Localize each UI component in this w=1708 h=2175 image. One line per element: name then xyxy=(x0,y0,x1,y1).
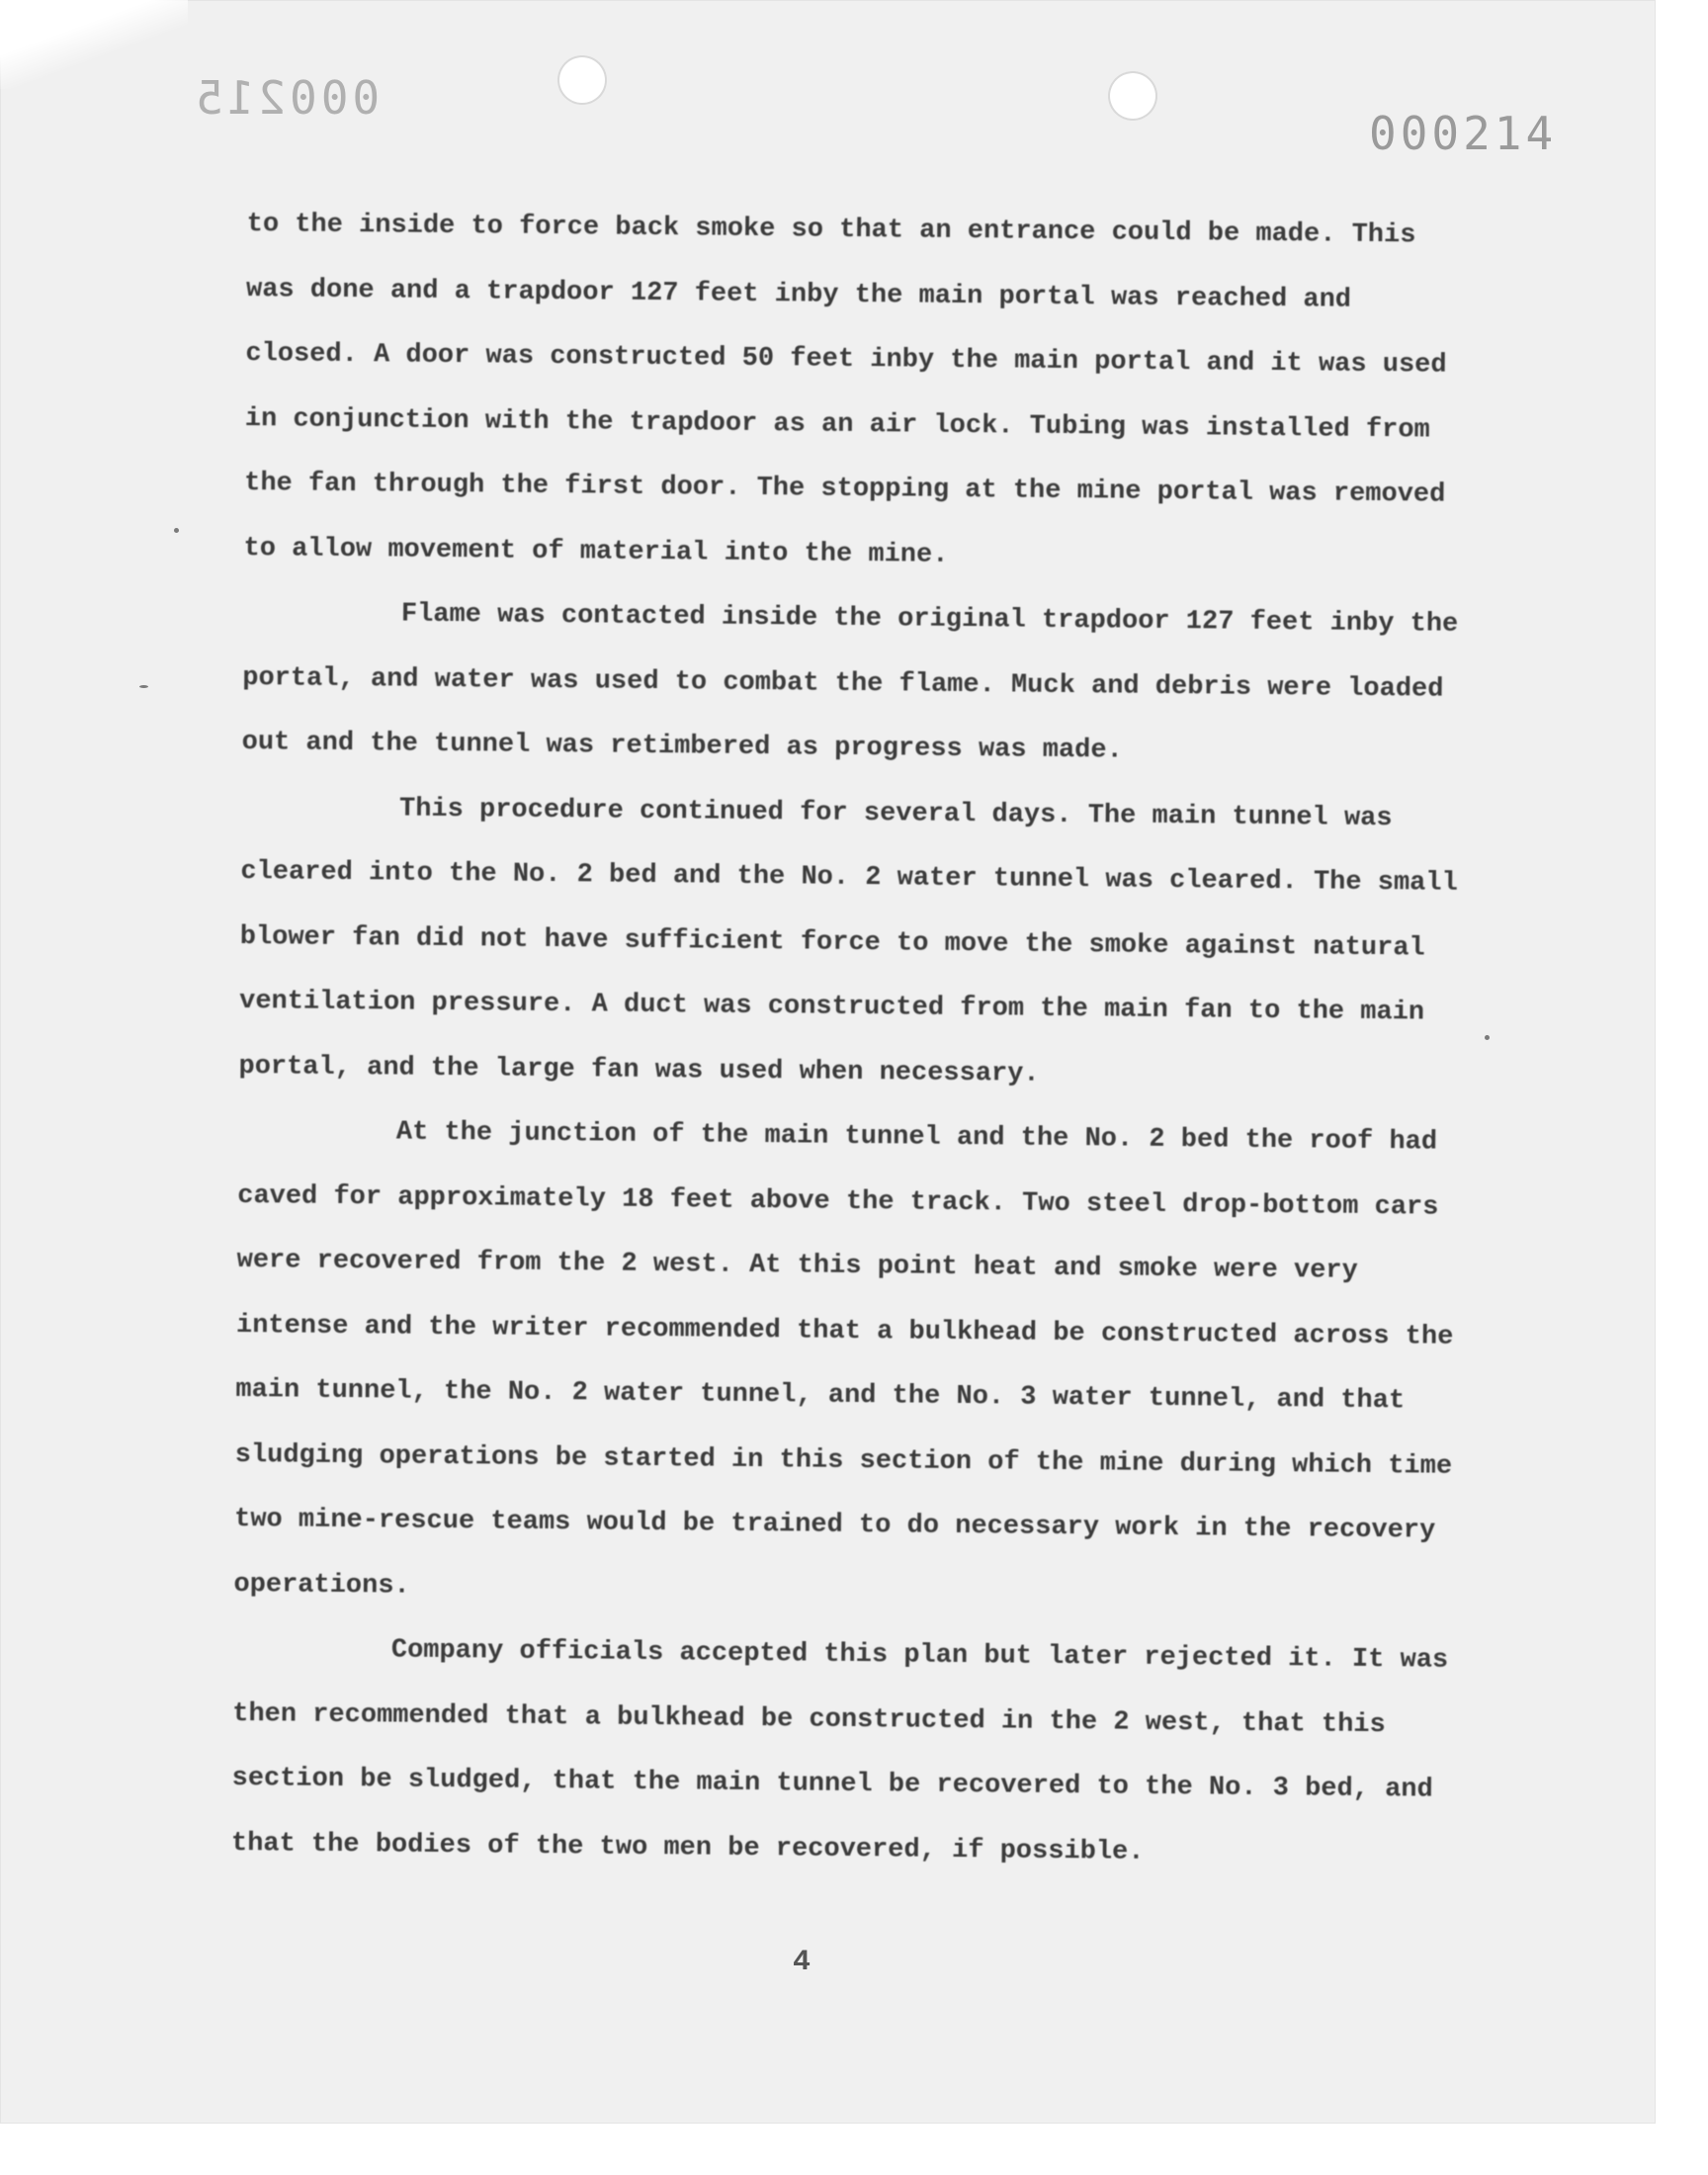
paragraph: At the junction of the main tunnel and the No. 2 bed the roof had caved for approximately 18 feet above the track. Two steel drop-bottom cars were recovered from the 2 west. At this point heat and smoke were very intense and the writer recommended that a bulkhead be constructed across the main tunnel, the No. 2 water tunnel, and the No. 3 water tunnel, and that sludging operations be started in this section of the mine during which time two mine-rescue teams would be trained to do necessary work in the recovery operations. xyxy=(233,1117,1454,1602)
scan-margin-right xyxy=(1656,0,1708,2175)
torn-corner xyxy=(0,0,188,89)
paragraph: to the inside to force back smoke so that an entrance could be made. This was done and a trapdoor 127 feet inby the main portal was reached and closed. A door was constructed 50 feet inby the main portal and it was used in conjunction with the trapdoor as an air lock. Tubing was installed from the fan through the first door. The stopping at the mine portal was removed to allow movement of material into the mine. xyxy=(243,209,1447,570)
scan-speck xyxy=(139,685,148,688)
scan-speck xyxy=(174,528,179,533)
scan-speck xyxy=(1485,1035,1490,1040)
body-text xyxy=(231,193,1473,1888)
page-number: 4 xyxy=(793,1946,811,1979)
punch-hole xyxy=(1110,73,1155,119)
paragraph: Flame was contacted inside the original trapdoor 127 feet inby the portal, and water was used to combat the flame. Muck and debris were loaded out and the tunnel was retimbered as progress was made. xyxy=(241,599,1459,766)
page-stamp-number: 000214 xyxy=(1369,107,1558,160)
scan-margin-bottom xyxy=(0,2124,1708,2175)
paragraph: This procedure continued for several days. The main tunnel was cleared into the No. 2 bed and the No. 2 water tunnel was cleared. The small blower fan did not have sufficient force to move the smoke against natural ventilation pressure. A duct was constructed from the main fan to the main portal, and the large fan was used when necessary. xyxy=(238,794,1458,1089)
bleed-through-page-stamp: 000215 xyxy=(192,71,381,125)
paragraph: Company officials accepted this plan but later rejected it. It was then recommended that a bulkhead be constructed in the 2 west, that this section be sludged, that the main tunnel be recovered to the No. 3 bed, and that the bodies of the two men be recovered, if possible. xyxy=(230,1635,1449,1868)
punch-hole xyxy=(559,57,605,103)
